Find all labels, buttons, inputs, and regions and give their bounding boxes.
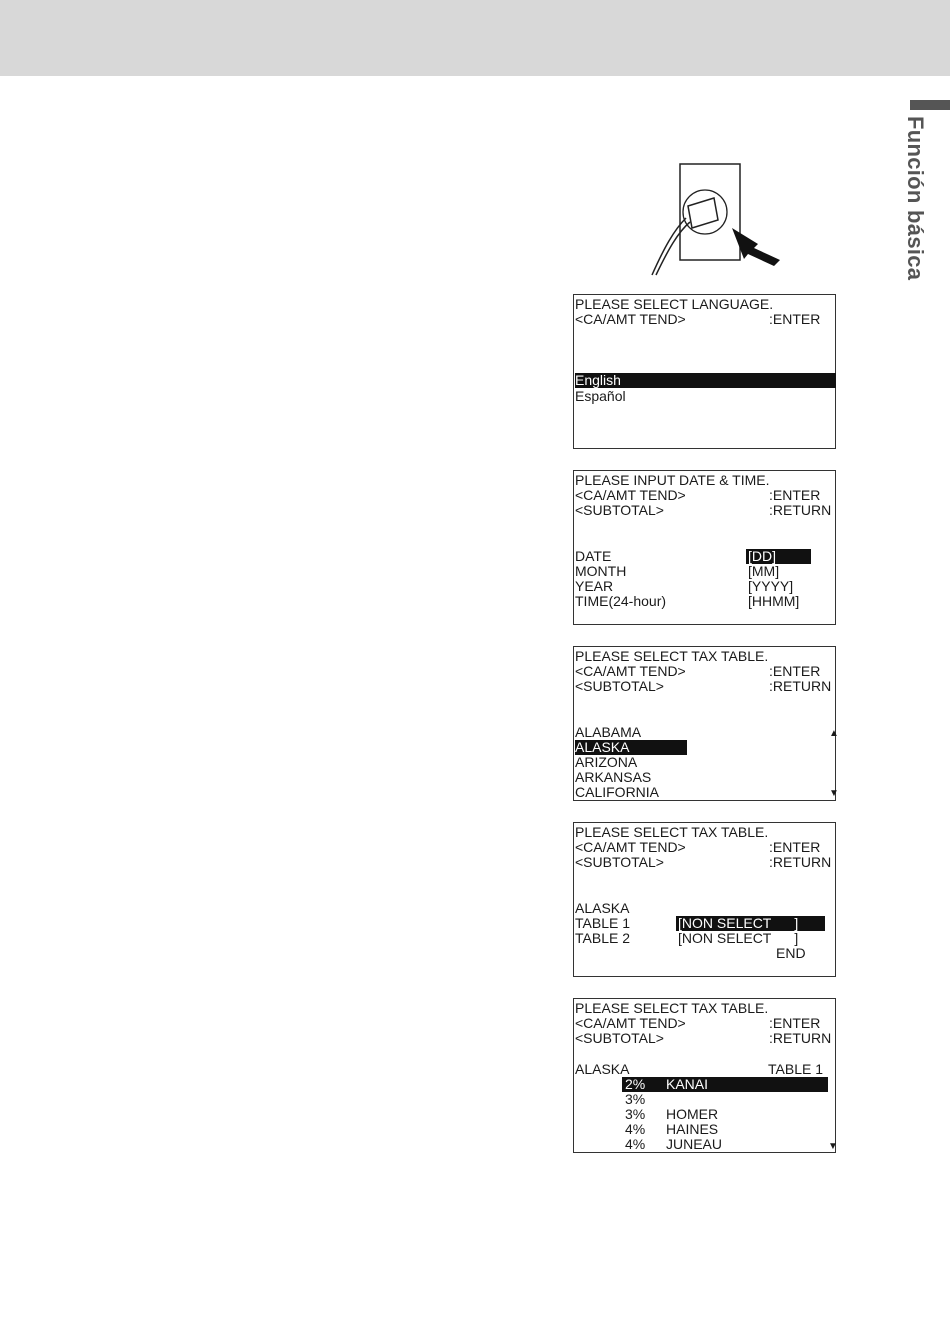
- return-action: :RETURN: [769, 678, 832, 694]
- enter-key-label: <CA/AMT TEND>: [575, 663, 686, 679]
- table-name: TABLE 1: [768, 1061, 823, 1077]
- enter-action: :ENTER: [769, 663, 821, 679]
- field-label-year: YEAR: [575, 578, 614, 594]
- enter-action: :ENTER: [769, 1015, 821, 1031]
- state-option[interactable]: ARIZONA: [575, 754, 638, 770]
- state-option-selected[interactable]: ALASKA: [575, 739, 630, 755]
- return-key-label: <SUBTOTAL>: [575, 1030, 664, 1046]
- table1-value[interactable]: [NON SELECT ]: [678, 915, 799, 931]
- return-action: :RETURN: [769, 854, 832, 870]
- lcd-tax-table-screen: [573, 822, 836, 977]
- enter-key-label: <CA/AMT TEND>: [575, 311, 686, 327]
- prompt-text: PLEASE INPUT DATE & TIME.: [575, 472, 770, 488]
- return-action: :RETURN: [769, 1030, 832, 1046]
- state-name: ALASKA: [575, 1061, 630, 1077]
- enter-key-label: <CA/AMT TEND>: [575, 1015, 686, 1031]
- table1-label: TABLE 1: [575, 915, 630, 931]
- state-name: ALASKA: [575, 900, 630, 916]
- rate-name-selected[interactable]: KANAI: [666, 1076, 709, 1092]
- field-value-month[interactable]: [MM]: [748, 563, 780, 579]
- rate-pct-selected[interactable]: 2%: [625, 1076, 646, 1092]
- return-action: :RETURN: [769, 502, 832, 518]
- scroll-up-icon: ▲: [829, 728, 839, 739]
- state-option[interactable]: CALIFORNIA: [575, 784, 660, 800]
- selection-highlight: [622, 1077, 828, 1092]
- return-key-label: <SUBTOTAL>: [575, 854, 664, 870]
- enter-action: :ENTER: [769, 487, 821, 503]
- lcd-datetime-screen: [573, 470, 836, 625]
- field-label-time: TIME(24-hour): [575, 593, 667, 609]
- rate-name[interactable]: HAINES: [666, 1121, 719, 1137]
- prompt-text: PLEASE SELECT TAX TABLE.: [575, 824, 769, 840]
- lcd-tax-state-screen: [573, 646, 839, 801]
- return-key-label: <SUBTOTAL>: [575, 678, 664, 694]
- field-value-year[interactable]: [YYYY]: [748, 578, 794, 594]
- rate-pct[interactable]: 4%: [625, 1121, 646, 1137]
- state-option[interactable]: ALABAMA: [575, 724, 642, 740]
- language-option-english[interactable]: English: [575, 372, 621, 388]
- enter-key-label: <CA/AMT TEND>: [575, 487, 686, 503]
- prompt-text: PLEASE SELECT TAX TABLE.: [575, 1000, 769, 1016]
- section-label: Función básica: [903, 116, 928, 281]
- prompt-text: PLEASE SELECT LANGUAGE.: [575, 296, 774, 312]
- rate-name[interactable]: JUNEAU: [666, 1136, 723, 1152]
- lcd-language-screen: [573, 294, 836, 449]
- rate-pct[interactable]: 4%: [625, 1136, 646, 1152]
- end-option[interactable]: END: [776, 945, 806, 961]
- table2-value[interactable]: [NON SELECT ]: [678, 930, 799, 946]
- header-bar: [0, 0, 950, 76]
- enter-action: :ENTER: [769, 839, 821, 855]
- scroll-down-icon: ▼: [828, 1141, 838, 1152]
- field-value-time[interactable]: [HHMM]: [748, 593, 800, 609]
- lcd-tax-rate-screen: [573, 998, 836, 1153]
- language-option-espanol[interactable]: Español: [575, 388, 626, 404]
- rate-pct[interactable]: 3%: [625, 1106, 646, 1122]
- field-label-date: DATE: [575, 548, 612, 564]
- rate-pct[interactable]: 3%: [625, 1091, 646, 1107]
- prompt-text: PLEASE SELECT TAX TABLE.: [575, 648, 769, 664]
- table2-label: TABLE 2: [575, 930, 630, 946]
- power-outlet-plug-icon: [640, 160, 790, 280]
- enter-key-label: <CA/AMT TEND>: [575, 839, 686, 855]
- section-tab-marker: [910, 100, 950, 110]
- state-option[interactable]: ARKANSAS: [575, 769, 652, 785]
- field-label-month: MONTH: [575, 563, 627, 579]
- field-value-date[interactable]: [DD]: [748, 548, 776, 564]
- return-key-label: <SUBTOTAL>: [575, 502, 664, 518]
- enter-action: :ENTER: [769, 311, 821, 327]
- scroll-down-icon: ▼: [829, 788, 839, 799]
- rate-name[interactable]: HOMER: [666, 1106, 719, 1122]
